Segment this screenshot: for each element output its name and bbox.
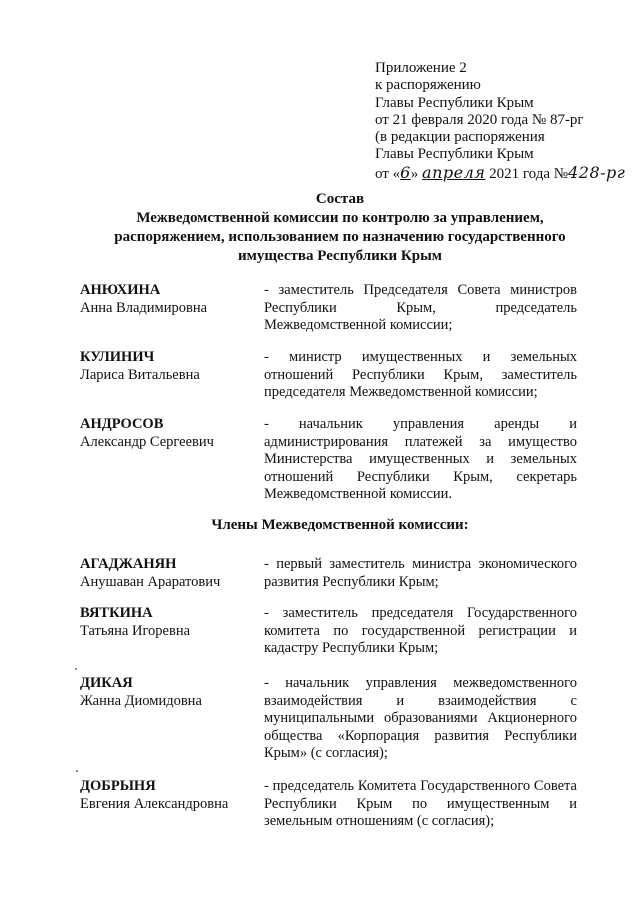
members-heading: Члены Межведомственной комиссии:	[211, 517, 469, 533]
person-given-name: Евгения Александровна	[80, 795, 229, 812]
title-line: имущества Республики Крым	[237, 248, 443, 264]
scan-speck	[75, 668, 77, 670]
person-role: - начальник управления аренды и администрирования платежей за имущество Министерства имущественных и земельных отношений Республики Крым, секретарь Межведомственной комиссии.	[264, 416, 577, 502]
person-name	[80, 605, 260, 640]
date-year: 2021 года №	[489, 165, 569, 182]
person-surname: АНЮХИНА	[80, 282, 161, 298]
person-given-name: Анна Владимировна	[80, 299, 208, 316]
person-given-name: Александр Сергеевич	[80, 433, 214, 450]
person-given-name: Жанна Диомидовна	[80, 692, 202, 709]
person-given-name: Татьяна Игоревна	[80, 622, 191, 639]
appendix-block	[375, 60, 625, 183]
date-prefix: от «	[375, 165, 401, 182]
person-role: - заместитель Председателя Совета министров Республики Крым, председатель Межведомственной комиссии;	[264, 282, 577, 333]
person-name	[80, 778, 260, 813]
appendix-line: Главы Республики Крым	[375, 94, 534, 111]
appendix-date-line	[375, 164, 625, 183]
person-role: - заместитель председателя Государственного комитета по государственной регистрации и кадастру Республики Крым;	[264, 605, 577, 656]
person-surname: АНДРОСОВ	[80, 416, 164, 432]
person-surname: КУЛИНИЧ	[80, 349, 155, 365]
person-given-name: Лариса Витальевна	[80, 366, 200, 383]
date-quote-close: »	[410, 165, 419, 182]
person-surname: ДОБРЫНЯ	[80, 778, 156, 794]
person-given-name: Анушаван Араратович	[80, 573, 221, 590]
title-line: распоряжением, использованием по назначению государственного	[114, 229, 566, 245]
person-surname: ДИКАЯ	[80, 675, 133, 691]
person-name	[80, 556, 260, 591]
person-name	[80, 416, 260, 451]
appendix-line: (в редакции распоряжения	[375, 129, 545, 146]
document-title	[60, 190, 620, 266]
appendix-line: к распоряжению	[375, 77, 481, 94]
appendix-line: Приложение 2	[375, 60, 467, 76]
appendix-line: от 21 февраля 2020 года № 87-рг	[375, 111, 584, 128]
person-surname: АГАДЖАНЯН	[80, 556, 177, 572]
person-role: - министр имущественных и земельных отношений Республики Крым, заместитель председателя Межведомственной комиссии;	[264, 349, 577, 400]
person-surname: ВЯТКИНА	[80, 605, 153, 621]
person-name	[80, 349, 260, 384]
person-role: - начальник управления межведомственного взаимодействия и взаимодействия с муниципальными образованиями Акционерного общества «Корпорация развития Республики Крым» (с согласия);	[264, 675, 577, 761]
handwritten-day: 6	[400, 162, 411, 182]
scan-speck	[76, 770, 78, 772]
title-line: Межведомственной комиссии по контролю за управлением,	[136, 210, 544, 226]
title-heading: Состав	[315, 191, 365, 207]
person-name	[80, 282, 260, 317]
handwritten-number: 428-рг	[568, 162, 626, 182]
person-role: - председатель Комитета Государственного Совета Республики Крым по имущественным и земельным отношениям (с согласия);	[264, 778, 577, 829]
person-name	[80, 675, 260, 710]
person-role: - первый заместитель министра экономического развития Республики Крым;	[264, 556, 577, 590]
handwritten-month: апреля	[422, 162, 486, 182]
appendix-line: Главы Республики Крым	[375, 146, 534, 163]
